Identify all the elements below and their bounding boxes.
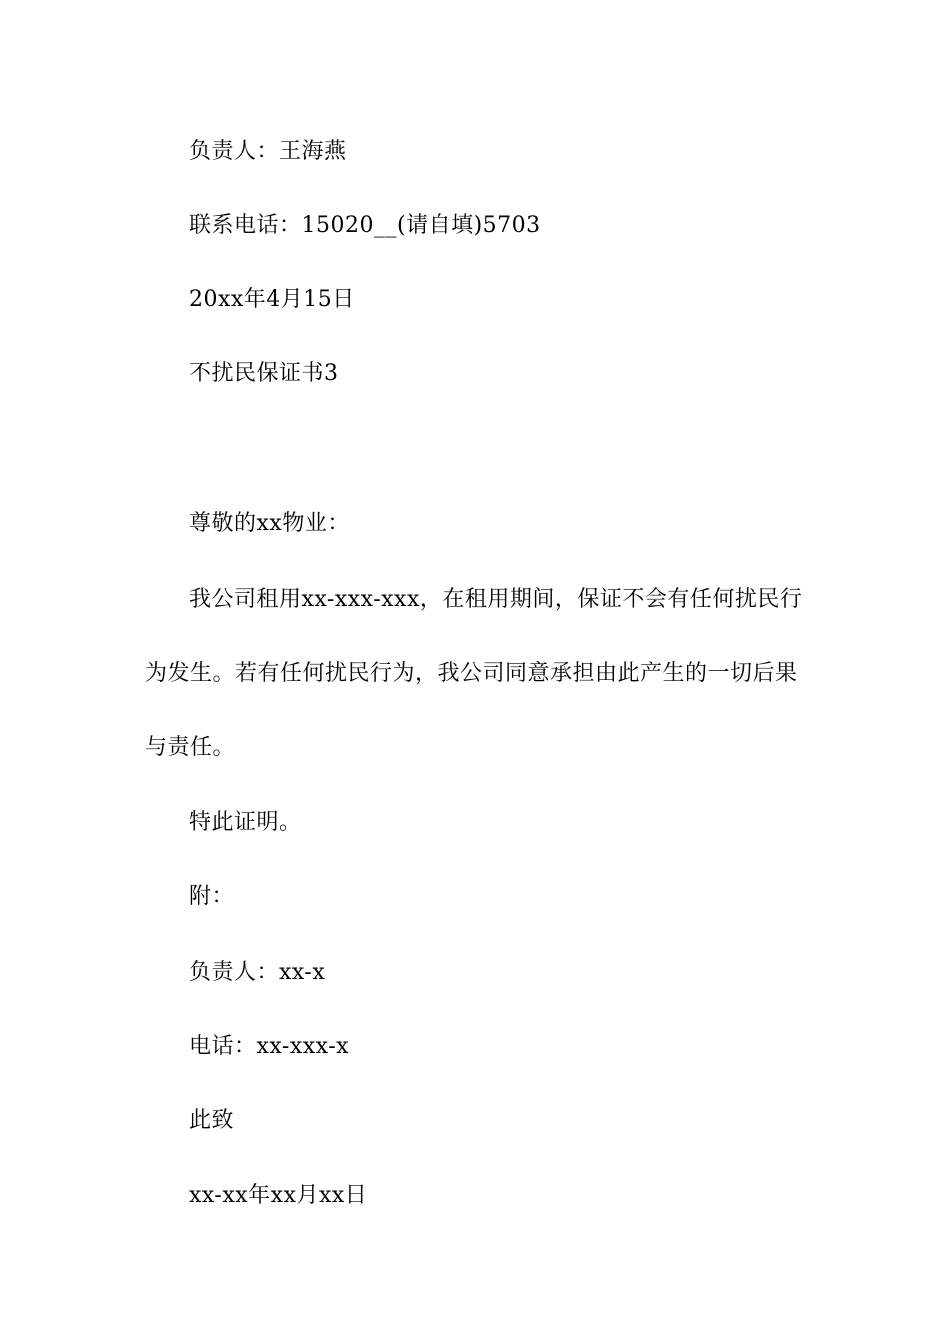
attachment-phone: 电话：xx-xxx-x <box>189 1034 350 1059</box>
body-paragraph-line-2: 为发生。若有任何扰民行为，我公司同意承担由此产生的一切后果 <box>145 661 798 686</box>
attachment-person: 负责人：xx-x <box>189 960 326 985</box>
closing-date: xx-xx年xx月xx日 <box>189 1183 368 1208</box>
body-paragraph-line-1: 我公司租用xx-xxx-xxx，在租用期间，保证不会有任何扰民行 <box>189 587 803 612</box>
certification-statement: 特此证明。 <box>189 810 302 835</box>
contact-phone: 联系电话：15020__(请自填)5703 <box>189 213 541 238</box>
body-paragraph-line-3: 与责任。 <box>145 735 236 760</box>
contact-person: 负责人：王海燕 <box>189 139 347 164</box>
salutation: 尊敬的xx物业： <box>189 511 350 536</box>
document-date: 20xx年4月15日 <box>189 287 355 312</box>
attachment-label: 附： <box>189 884 235 909</box>
closing-phrase: 此致 <box>189 1108 235 1133</box>
section-title: 不扰民保证书3 <box>189 361 339 386</box>
